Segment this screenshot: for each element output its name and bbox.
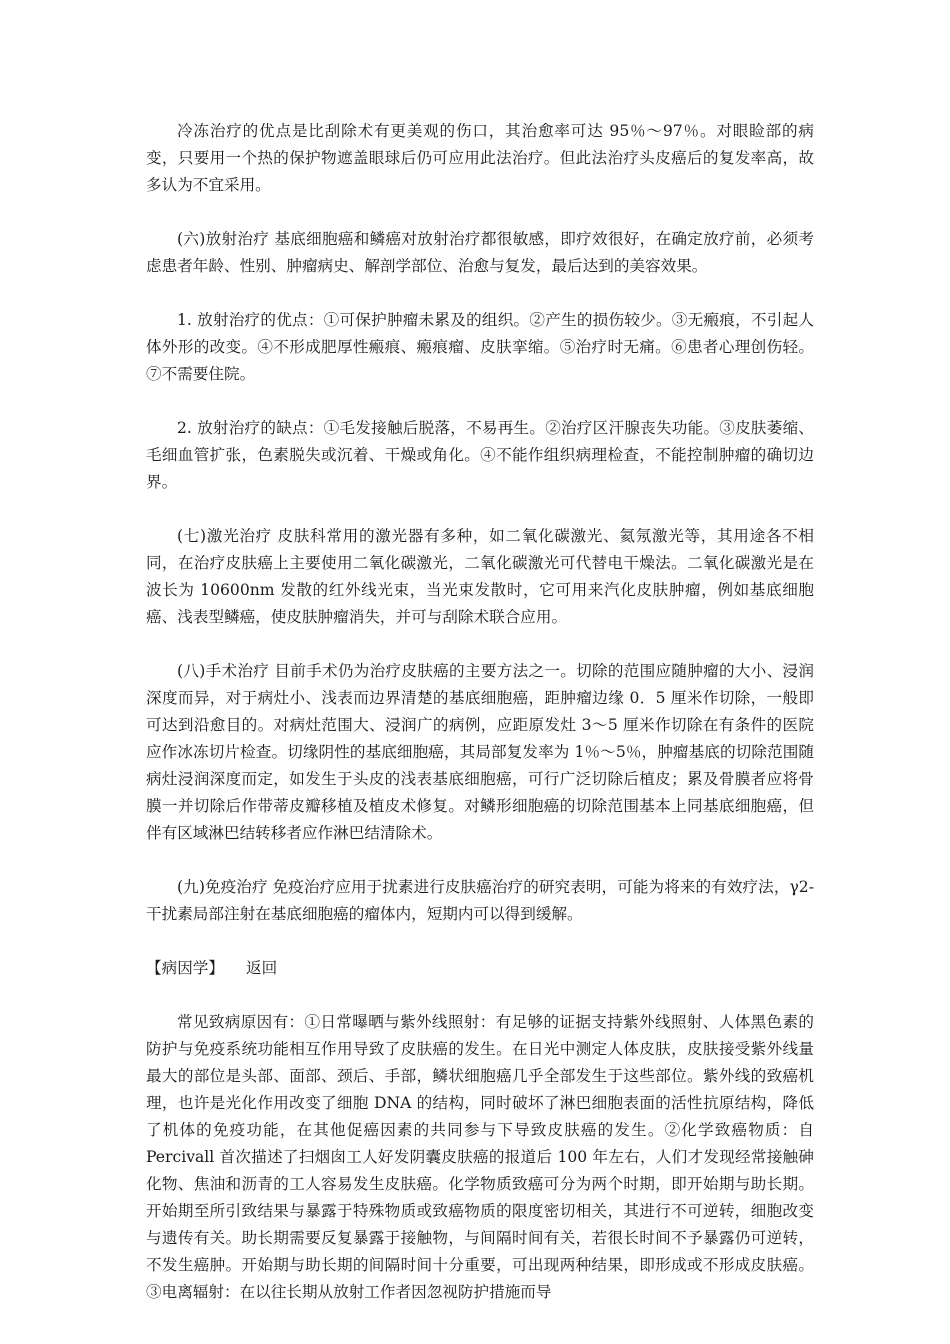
- back-link[interactable]: 返回: [245, 959, 278, 977]
- section-title: 【病因学】: [146, 959, 224, 977]
- paragraph-immunotherapy: (九)免疫治疗 免疫治疗应用于扰素进行皮肤癌治疗的研究表明，可能为将来的有效疗法，γ2-干扰素局部注射在基底细胞癌的瘤体内，短期内可以得到缓解。: [146, 878, 814, 923]
- paragraph-cryotherapy: 冷冻治疗的优点是比刮除术有更美观的伤口，其治愈率可达 95％～97％。对眼睑部的病变，只要用一个热的保护物遮盖眼球后仍可应用此法治疗。但此法治疗头皮癌后的复发率高，故多认为不宜采用。: [146, 122, 814, 194]
- document-page: [146, 118, 814, 1333]
- paragraph-radiotherapy-disadvantages: 2. 放射治疗的缺点：①毛发接触后脱落，不易再生。②治疗区汗腺丧失功能。③皮肤萎缩、毛细血管扩张，色素脱失或沉着、干燥或角化。④不能作组织病理检查，不能控制肿瘤的确切边界。: [146, 419, 814, 491]
- paragraph-radiotherapy: (六)放射治疗 基底细胞癌和鳞癌对放射治疗都很敏感，即疗效很好，在确定放疗前，必须考虑患者年龄、性别、肿瘤病史、解剖学部位、治愈与复发，最后达到的美容效果。: [146, 230, 814, 275]
- paragraph-laser-therapy: (七)激光治疗 皮肤科常用的激光器有多种，如二氧化碳激光、氦氖激光等，其用途各不相同，在治疗皮肤癌上主要使用二氧化碳激光，二氧化碳激光可代替电干燥法。二氧化碳激光是在波长为 10600nm 发散的红外线光束，当光束发散时，它可用来汽化皮肤肿瘤，例如基底细胞癌、浅表型鳞癌，使皮肤肿瘤消失，并可与刮除术联合应用。: [146, 527, 814, 626]
- paragraph-surgery: (八)手术治疗 目前手术仍为治疗皮肤癌的主要方法之一。切除的范围应随肿瘤的大小、浸润深度而异，对于病灶小、浅表而边界清楚的基底细胞癌，距肿瘤边缘 0．5 厘米作切除，一般即可达到沿愈目的。对病灶范围大、浸润广的病例，应距原发灶 3～5 厘米作切除在有条件的医院应作冰冻切片检查。切缘阴性的基底细胞癌，其局部复发率为 1％～5％，肿瘤基底的切除范围随病灶浸润深度而定，如发生于头皮的浅表基底细胞癌，可行广泛切除后植皮；累及骨膜者应将骨膜一并切除后作带蒂皮瓣移植及植皮术修复。对鳞形细胞癌的切除范围基本上同基底细胞癌，但伴有区域淋巴结转移者应作淋巴结清除术。: [146, 662, 814, 842]
- paragraph-etiology: 常见致病原因有：①日常曝晒与紫外线照射：有足够的证据支持紫外线照射、人体黑色素的防护与免疫系统功能相互作用导致了皮肤癌的发生。在日光中测定人体皮肤，皮肤接受紫外线量最大的部位是头部、面部、颈后、手部，鳞状细胞癌几乎全部发生于这些部位。紫外线的致癌机理，也许是光化作用改变了细胞 DNA 的结构，同时破坏了淋巴细胞表面的活性抗原结构，降低了机体的免疫功能，在其他促癌因素的共同参与下导致皮肤癌的发生。②化学致癌物质：自 Percivall 首次描述了扫烟囱工人好发阴囊皮肤癌的报道后 100 年左右，人们才发现经常接触砷化物、焦油和沥青的工人容易发生皮肤癌。化学物质致癌可分为两个时期，即开始期与助长期。开始期至所引致结果与暴露于特殊物质或致癌物质的限度密切相关，其进行不可逆转，细胞改变与遗传有关。助长期需要反复暴露于接触物，与间隔时间有关，若很长时间不予暴露仍可逆转，不发生癌肿。开始期与助长期的间隔时间十分重要，可出现两种结果，即形成或不形成皮肤癌。③电离辐射：在以往长期从放射工作者因忽视防护措施而导: [146, 1013, 814, 1301]
- section-heading-etiology: [146, 955, 814, 982]
- paragraph-radiotherapy-advantages: 1. 放射治疗的优点：①可保护肿瘤未累及的组织。②产生的损伤较少。③无瘢痕，不引起人体外形的改变。④不形成肥厚性瘢痕、瘢痕瘤、皮肤挛缩。⑤治疗时无痛。⑥患者心理创伤轻。⑦不需要住院。: [146, 311, 814, 383]
